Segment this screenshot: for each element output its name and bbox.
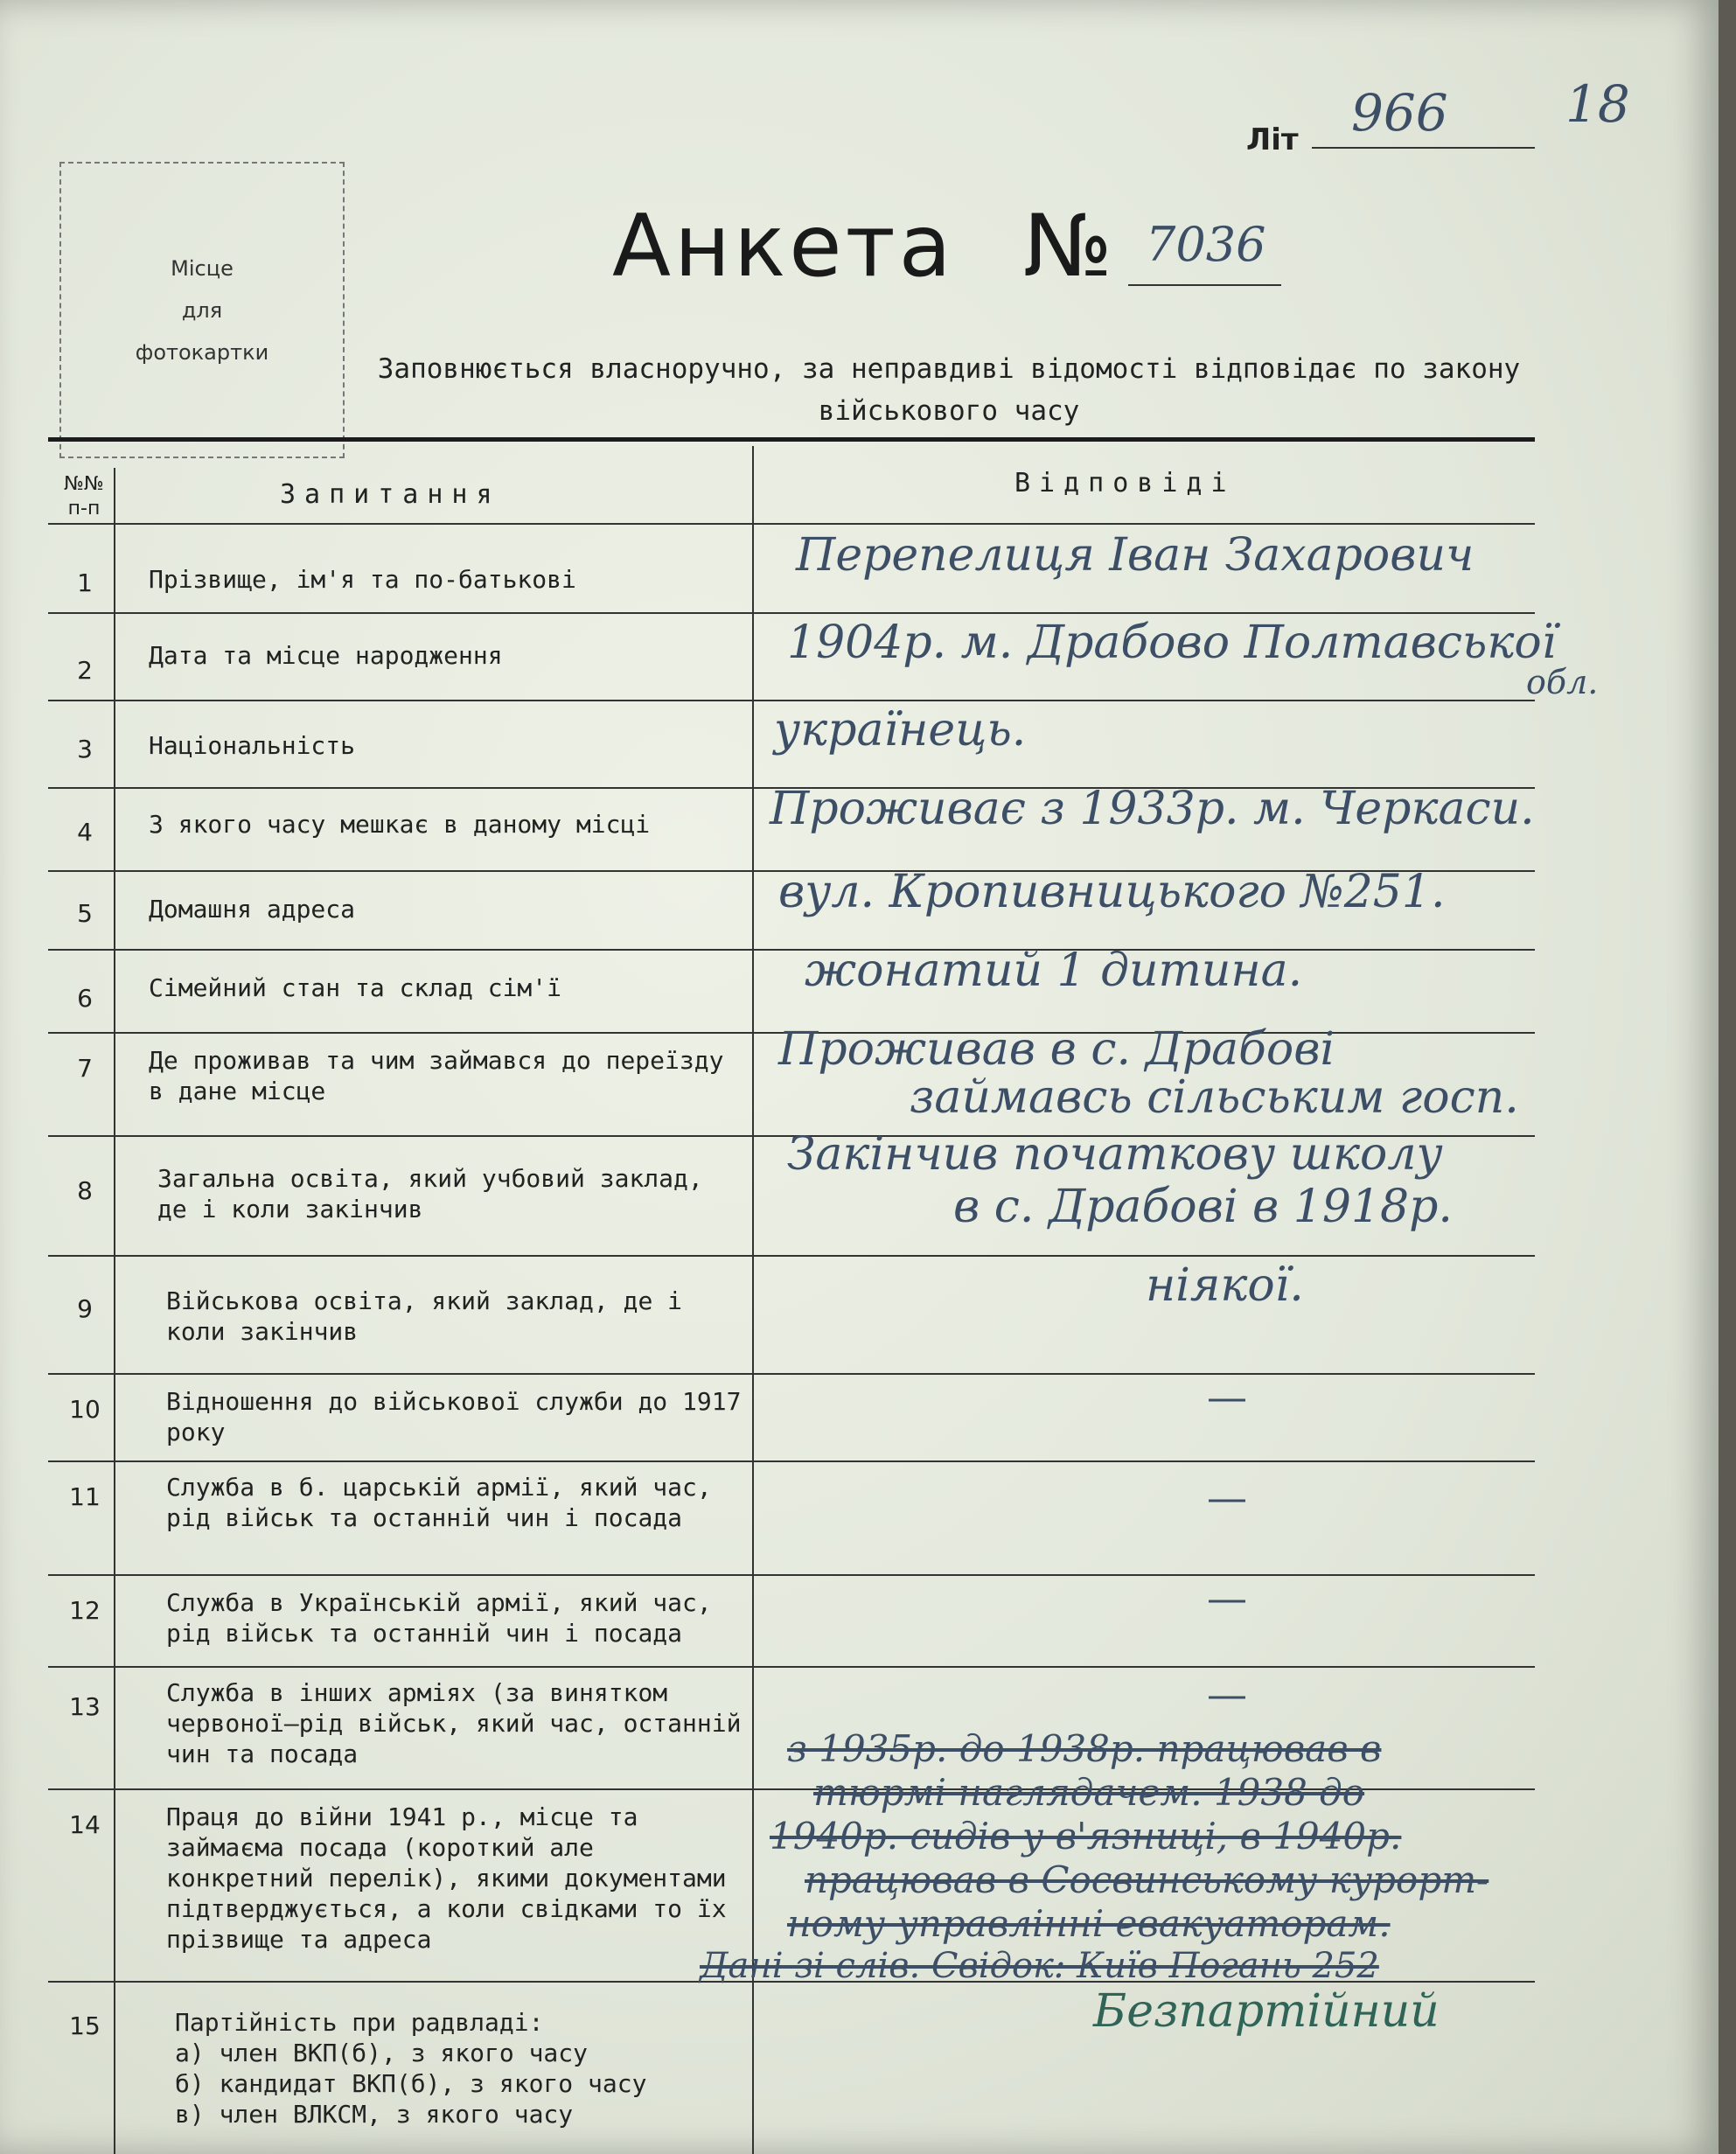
- row-number: 9: [77, 1294, 93, 1323]
- answer-text-line: працював в Сосвинському курорт-: [805, 1858, 1489, 1901]
- question-text: Загальна освіта, який учбовий заклад, де і коли закінчив: [157, 1164, 703, 1223]
- lit-number: 966: [1351, 83, 1448, 143]
- lit-label: Літ: [1246, 122, 1299, 157]
- row-divider: [48, 612, 1535, 614]
- question-text: З якого часу мешкає в даному місці: [149, 810, 651, 839]
- column-divider: [752, 446, 754, 2154]
- question-text: Сімейний стан та склад сім'ї: [149, 973, 562, 1002]
- answer-dash: —: [1207, 1474, 1247, 1521]
- answer-dash: —: [1207, 1574, 1247, 1621]
- row-number: 11: [69, 1482, 101, 1511]
- question-text: Військова освіта, який заклад, де і коли закінчив: [166, 1286, 683, 1346]
- row-number: 14: [69, 1810, 101, 1839]
- row-number: 1: [77, 568, 93, 597]
- row-number: 6: [77, 984, 93, 1013]
- answer-text: Проживав в с. Драбові: [778, 1023, 1335, 1076]
- question-text: [175, 2007, 752, 2130]
- row-number: 3: [77, 735, 93, 763]
- row-number: 10: [69, 1395, 101, 1424]
- question-text: Служба в інших арміях (за винятком червоної—рід військ, який час, останній чин та посада: [166, 1678, 742, 1768]
- answer-text-line: 1940р. сидів у в'язниці, в 1940р.: [770, 1815, 1402, 1858]
- photo-placeholder: [59, 162, 345, 458]
- question-text: Прізвище, ім'я та по-батькові: [149, 565, 576, 594]
- row-divider: [48, 949, 1535, 951]
- answer-dash: —: [1207, 1670, 1247, 1718]
- answer-text-line: тюрмі наглядачем. 1938 до: [813, 1771, 1365, 1814]
- number-sign: №: [1023, 197, 1112, 296]
- answer-text: Перепелиця Іван Захарович: [796, 529, 1475, 582]
- row-divider: [48, 700, 1535, 701]
- question-text: Служба в Українській армії, який час, рід військ та останній чин і посада: [166, 1588, 712, 1648]
- subtitle-line1: Заповнюється власноручно, за неправдиві відомості відповідає по закону: [377, 353, 1521, 385]
- row-divider: [48, 1373, 1535, 1375]
- question-text: Праця до війни 1941 р., місце та займаєма посада (короткий але конкретний перелік), якими документами підтверджується, а коли свідками то їх прізвище та адреса: [166, 1802, 727, 1954]
- form-number: 7036: [1146, 217, 1266, 272]
- answer-text-continuation: займавсь сільським госп.: [910, 1071, 1519, 1124]
- answer-text-line: з 1935р. до 1938р. працював в: [787, 1727, 1382, 1770]
- answer-text: вул. Кропивницького №251.: [778, 866, 1446, 918]
- subtitle-line2: військового часу: [818, 395, 1080, 427]
- row-divider: [48, 1460, 1535, 1462]
- answer-text-line: Дані зі слів. Свідок: Київ Погань 252: [700, 1946, 1379, 1986]
- row-number: 2: [77, 656, 93, 685]
- page-corner-number: 18: [1565, 74, 1630, 134]
- answer-text: Безпартійний: [1093, 1985, 1440, 2038]
- row-divider: [48, 1574, 1535, 1576]
- answer-text-continuation: обл.: [1526, 663, 1599, 701]
- answer-text: жонатий 1 дитина.: [805, 945, 1303, 997]
- answer-text: Проживає з 1933р. м. Черкаси.: [770, 783, 1535, 835]
- answer-text: Закінчив початкову школу: [787, 1128, 1443, 1181]
- form-subtitle: [376, 348, 1522, 432]
- answer-text: 1904р. м. Драбово Полтавської: [787, 617, 1557, 669]
- row-number: 12: [69, 1596, 101, 1625]
- header-number-column: №№ п-п: [64, 473, 104, 519]
- question-text: Домашня адреса: [149, 895, 356, 924]
- question-text: Дата та місце народження: [149, 641, 503, 670]
- row-divider: [48, 523, 1535, 525]
- answer-text-line: ному управлінні евакуаторам.: [787, 1902, 1391, 1945]
- photo-label-line2: для: [181, 297, 223, 323]
- row-number: 13: [69, 1692, 101, 1721]
- row-divider: [48, 1666, 1535, 1668]
- header-question-column: Запитання: [280, 479, 501, 510]
- row-divider: [48, 1255, 1535, 1257]
- row-number: 7: [77, 1054, 93, 1083]
- row-number: 15: [69, 2011, 101, 2040]
- question-sub-c: в) член ВЛКСМ, з якого часу: [175, 2100, 574, 2129]
- header-rule: [48, 437, 1535, 442]
- row-number: 5: [77, 899, 93, 928]
- form-title: Анкета: [612, 197, 955, 296]
- question-sub-a: а) член ВКП(б), з якого часу: [175, 2039, 589, 2067]
- title-number-underline: [1128, 284, 1281, 286]
- answer-text: українець.: [774, 704, 1027, 756]
- question-text: Національність: [149, 731, 356, 760]
- question-text: Відношення до військової служби до 1917 року: [166, 1387, 742, 1446]
- answer-text-continuation: в с. Драбові в 1918р.: [953, 1181, 1453, 1233]
- question-text: Де проживав та чим займався до переїзду в дане місце: [149, 1046, 724, 1105]
- question-text: Служба в б. царській армії, який час, рід військ та останній чин і посада: [166, 1473, 712, 1532]
- header-answer-column: Відповіді: [1014, 468, 1236, 498]
- answer-dash: —: [1207, 1373, 1247, 1420]
- question-sub-b: б) кандидат ВКП(б), з якого часу: [175, 2069, 647, 2098]
- photo-label-line3: фотокартки: [135, 339, 269, 365]
- row-number: 8: [77, 1176, 93, 1205]
- photo-label-line1: Місце: [171, 255, 234, 281]
- lit-underline: [1312, 147, 1535, 149]
- question-heading: Партійність при радвладі:: [175, 2008, 544, 2037]
- row-number: 4: [77, 818, 93, 847]
- answer-text: ніякої.: [1146, 1259, 1304, 1312]
